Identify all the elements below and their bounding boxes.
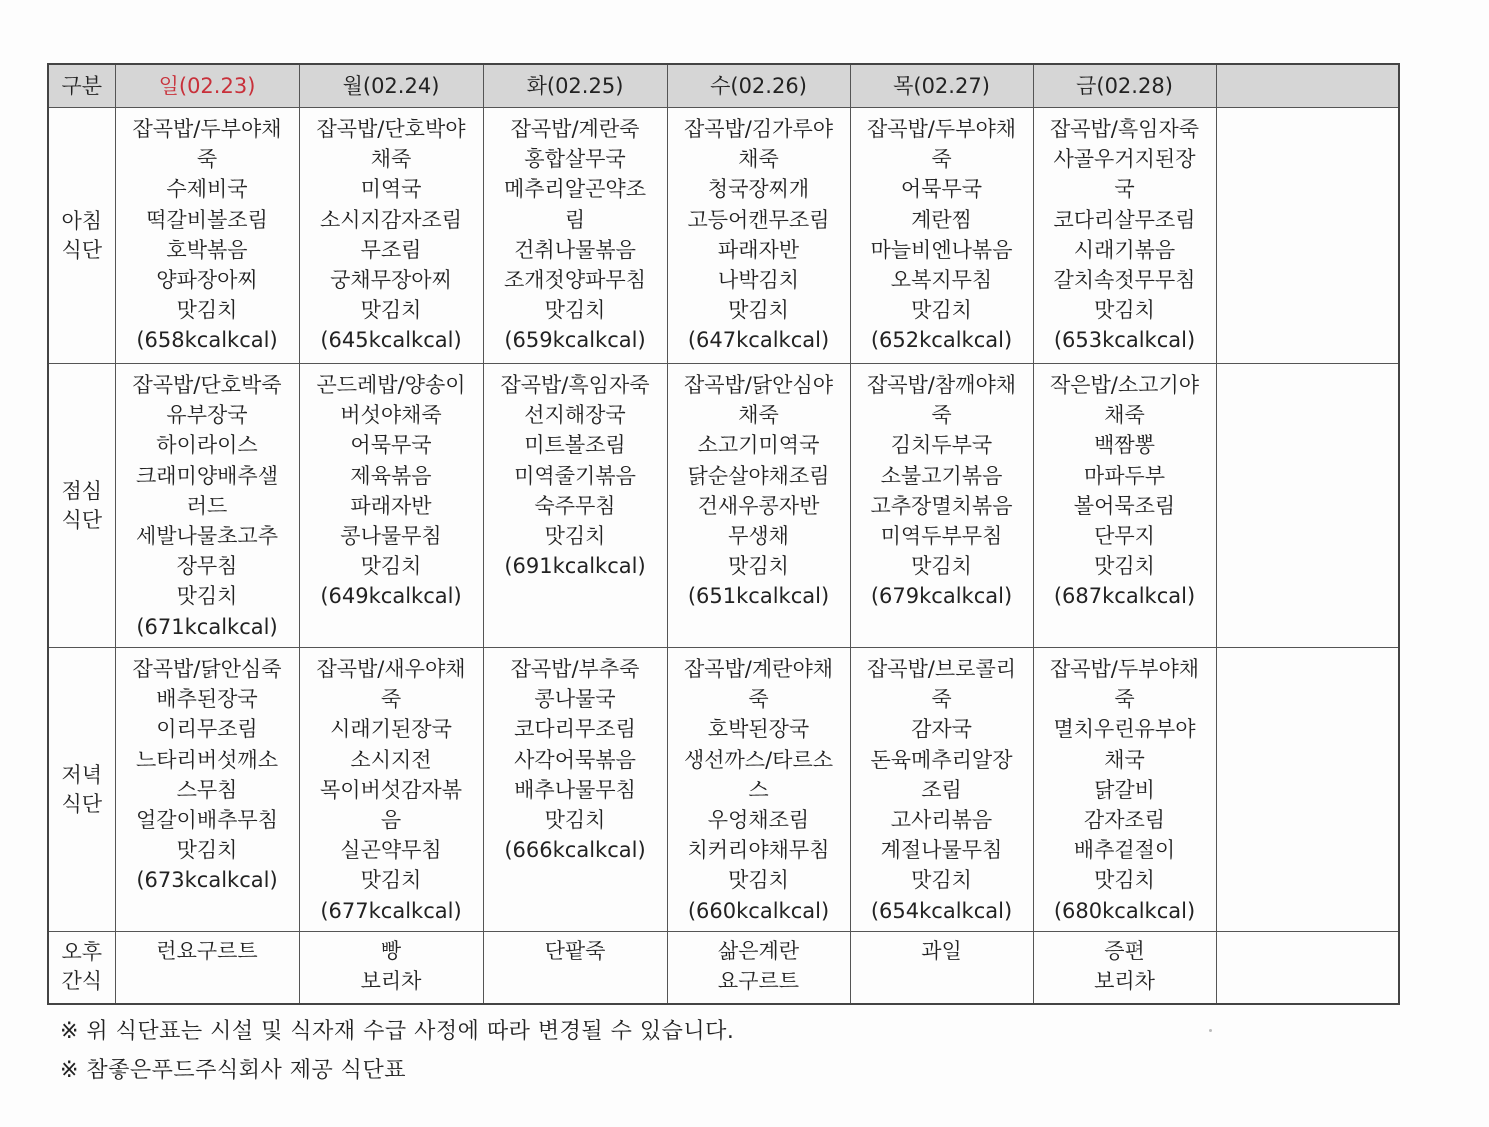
menu-item: 오복지무침 xyxy=(890,268,993,293)
menu-item: 사각어묵볶음 xyxy=(514,747,636,772)
menu-item: 고추장멸치볶음 xyxy=(870,493,1013,518)
day-header-tue: 화(02.25) xyxy=(483,64,667,108)
menu-item: 김치두부국 xyxy=(890,433,993,458)
menu-item: 국 xyxy=(1114,177,1135,202)
menu-item: 닭순살야채조림 xyxy=(687,463,830,488)
menu-item: 죽 xyxy=(931,403,952,428)
menu-item: 맛김치 xyxy=(1094,298,1155,323)
menu-item: 채죽 xyxy=(738,147,779,172)
menu-item-list xyxy=(300,364,483,612)
menu-item: (654kcalkcal) xyxy=(870,898,1013,923)
menu-item: 맛김치 xyxy=(1094,868,1155,893)
menu-item: 콩나물무침 xyxy=(340,524,442,549)
menu-cell-snack-fri xyxy=(1033,932,1216,1004)
menu-cell-snack-blank xyxy=(1216,932,1399,1004)
menu-item: 청국장찌개 xyxy=(707,177,810,202)
menu-item: 러드 xyxy=(186,493,228,518)
menu-item: (659kcalkcal) xyxy=(504,328,646,353)
menu-item: 잡곡밥/닭안심죽 xyxy=(132,657,282,681)
menu-item-list xyxy=(300,108,483,356)
menu-item: 잡곡밥/새우야채 xyxy=(316,657,466,681)
menu-cell-dinner-blank xyxy=(1216,648,1399,932)
menu-item: 죽 xyxy=(748,687,769,712)
menu-item: 건취나물볶음 xyxy=(514,237,636,262)
menu-item: 마파두부 xyxy=(1083,463,1166,488)
menu-item: 배추나물무침 xyxy=(514,777,636,802)
menu-item: 장무침 xyxy=(176,554,238,579)
menu-item-list xyxy=(1217,932,1399,936)
menu-item: 맛김치 xyxy=(728,298,789,323)
menu-item: 잡곡밥/참깨야채 xyxy=(866,373,1017,397)
menu-item: 얼갈이배추무침 xyxy=(135,808,278,833)
menu-item: 양파장아찌 xyxy=(156,268,258,293)
menu-item: (677kcalkcal) xyxy=(320,898,462,923)
menu-item: 요구르트 xyxy=(717,969,800,994)
menu-item: 콩나물국 xyxy=(534,687,616,712)
menu-item: 잡곡밥/부추죽 xyxy=(510,657,640,681)
menu-item: 어묵무국 xyxy=(900,177,983,202)
menu-item: 잡곡밥/두부야채 xyxy=(1049,657,1200,681)
menu-item: 호박된장국 xyxy=(707,717,810,742)
menu-item: (680kcalkcal) xyxy=(1053,898,1196,923)
menu-item-list xyxy=(1034,364,1216,612)
menu-item: 과일 xyxy=(921,939,962,963)
menu-item: 맛김치 xyxy=(176,584,238,609)
menu-item: 계란찜 xyxy=(911,207,972,232)
menu-item-list xyxy=(116,932,299,966)
menu-item: 죽 xyxy=(1114,687,1135,712)
row-label-line: 저녁 xyxy=(61,762,103,787)
menu-item: 볼어묵조림 xyxy=(1073,493,1176,518)
menu-item: 곤드레밥/양송이 xyxy=(316,373,466,397)
day-header-blank xyxy=(1216,64,1399,108)
day-header-sun: 일(02.23) xyxy=(115,64,299,108)
day-header-fri: 금(02.28) xyxy=(1033,64,1216,108)
row-snack xyxy=(48,932,1399,1004)
menu-item-list xyxy=(116,648,299,896)
footnotes xyxy=(60,1014,734,1092)
menu-item: 크래미양배추샐 xyxy=(135,463,278,488)
menu-item: 고사리볶음 xyxy=(890,808,993,833)
menu-item: 홍합살무국 xyxy=(524,147,626,172)
menu-item: 맛김치 xyxy=(176,298,238,323)
menu-item-list xyxy=(851,364,1033,612)
menu-cell-snack-mon xyxy=(299,932,483,1004)
menu-cell-snack-sun xyxy=(115,932,299,1004)
menu-item: 죽 xyxy=(380,687,402,712)
menu-item: (671kcalkcal) xyxy=(136,614,278,639)
menu-item: 맛김치 xyxy=(544,298,606,323)
menu-item: (651kcalkcal) xyxy=(687,584,830,609)
menu-item: 계절나물무침 xyxy=(880,838,1003,863)
menu-item: 스무침 xyxy=(176,777,238,802)
menu-item: 시래기된장국 xyxy=(330,717,452,742)
menu-item: 배추된장국 xyxy=(156,687,258,712)
menu-cell-breakfast-fri xyxy=(1033,108,1216,364)
menu-item: 채죽 xyxy=(1104,403,1145,428)
menu-item: 조개젓양파무침 xyxy=(503,268,646,293)
menu-item: (673kcalkcal) xyxy=(136,868,278,893)
menu-item: 잡곡밥/두부야채 xyxy=(866,117,1017,141)
menu-item: 우엉채조림 xyxy=(707,808,810,833)
menu-item: 미트볼조림 xyxy=(524,433,626,458)
menu-item-list xyxy=(1034,648,1216,926)
row-dinner xyxy=(48,648,1399,932)
menu-item-list xyxy=(116,108,299,356)
row-breakfast xyxy=(48,108,1399,364)
menu-item: 유부장국 xyxy=(166,403,248,428)
menu-item-list xyxy=(1034,108,1216,356)
menu-item: 작은밥/소고기야 xyxy=(1049,373,1200,397)
menu-item: 조림 xyxy=(921,777,962,802)
menu-item-list xyxy=(300,932,483,996)
menu-item: 스 xyxy=(748,777,769,802)
menu-cell-lunch-wed xyxy=(667,364,850,648)
footnote-provider: ※ 참좋은푸드주식회사 제공 식단표 xyxy=(60,1058,406,1083)
menu-item: 파래자반 xyxy=(350,493,432,518)
menu-item: 잡곡밥/흑임자죽 xyxy=(500,373,650,397)
menu-cell-lunch-mon xyxy=(299,364,483,648)
menu-cell-breakfast-tue xyxy=(483,108,667,364)
menu-cell-lunch-fri xyxy=(1033,364,1216,648)
menu-cell-lunch-tue xyxy=(483,364,667,648)
meal-rows xyxy=(48,108,1399,1004)
menu-item: 선지해장국 xyxy=(524,403,626,428)
menu-cell-dinner-mon xyxy=(299,648,483,932)
menu-item: 목이버섯감자볶 xyxy=(319,777,462,802)
menu-item: 배추겉절이 xyxy=(1073,838,1176,863)
menu-item: 미역두부무침 xyxy=(880,524,1003,549)
row-label-line: 오후 xyxy=(61,940,103,965)
menu-cell-breakfast-sun xyxy=(115,108,299,364)
meal-plan-table xyxy=(47,63,1400,1005)
menu-item-list xyxy=(484,364,667,581)
menu-item: 나박김치 xyxy=(717,268,800,293)
menu-item: (649kcalkcal) xyxy=(320,584,462,609)
row-label-line: 식단 xyxy=(61,237,103,262)
menu-item: 고등어캔무조림 xyxy=(687,207,830,232)
menu-cell-snack-thu xyxy=(850,932,1033,1004)
footnote-change-notice: ※ 위 식단표는 시설 및 식자재 수급 사정에 따라 변경될 수 있습니다. xyxy=(60,1019,735,1044)
row-label-line: 점심 xyxy=(61,478,103,503)
menu-item: 잡곡밥/단호박야 xyxy=(316,117,466,141)
menu-item-list xyxy=(851,648,1033,926)
menu-item: 맛김치 xyxy=(728,554,789,579)
menu-item: 잡곡밥/닭안심야 xyxy=(683,373,834,397)
menu-item: 단무지 xyxy=(1094,524,1155,549)
menu-item: 보리차 xyxy=(360,969,422,994)
menu-item: 백짬뽕 xyxy=(1094,433,1155,458)
menu-item: 맛김치 xyxy=(911,554,972,579)
menu-item: 실곤약무침 xyxy=(340,838,442,863)
menu-item: 숙주무침 xyxy=(534,493,616,518)
menu-item: (658kcalkcal) xyxy=(136,328,278,353)
menu-item: 궁채무장아찌 xyxy=(330,268,452,293)
menu-item: 코다리살무조림 xyxy=(1053,207,1196,232)
menu-cell-snack-wed xyxy=(667,932,850,1004)
menu-item: 맛김치 xyxy=(544,524,606,549)
menu-item: 증편 xyxy=(1104,939,1145,963)
menu-item: 잡곡밥/김가루야 xyxy=(683,117,834,141)
menu-item-list xyxy=(1217,364,1399,370)
menu-item: 맛김치 xyxy=(360,298,422,323)
menu-item: 잡곡밥/단호박죽 xyxy=(132,373,282,397)
menu-item: 호박볶음 xyxy=(166,237,248,262)
menu-item: 소고기미역국 xyxy=(697,433,820,458)
day-header-wed: 수(02.26) xyxy=(667,64,850,108)
menu-cell-breakfast-blank xyxy=(1216,108,1399,364)
menu-item: 소시지감자조림 xyxy=(319,207,462,232)
row-lunch xyxy=(48,364,1399,648)
menu-item: 채죽 xyxy=(738,403,779,428)
menu-item: 맛김치 xyxy=(360,554,422,579)
menu-item: 건새우콩자반 xyxy=(697,493,820,518)
menu-item: 삶은계란 xyxy=(717,939,800,963)
menu-item: 맛김치 xyxy=(544,808,606,833)
corner-label: 구분 xyxy=(48,64,115,108)
menu-item-list xyxy=(484,932,667,966)
row-label-line: 식단 xyxy=(61,507,103,532)
menu-cell-dinner-fri xyxy=(1033,648,1216,932)
menu-item: 마늘비엔나볶음 xyxy=(870,237,1013,262)
menu-cell-dinner-thu xyxy=(850,648,1033,932)
menu-item: 맛김치 xyxy=(176,838,238,863)
menu-item-list xyxy=(1217,648,1399,654)
menu-item: 맛김치 xyxy=(911,298,972,323)
menu-item: 수제비국 xyxy=(166,177,248,202)
menu-item: 하이라이스 xyxy=(156,433,258,458)
menu-cell-dinner-sun xyxy=(115,648,299,932)
menu-item: 미역국 xyxy=(360,177,422,202)
day-header-mon: 월(02.24) xyxy=(299,64,483,108)
menu-item: 생선까스/타르소 xyxy=(683,747,834,772)
menu-item: 죽 xyxy=(931,147,952,172)
menu-item: 치커리야채무침 xyxy=(687,838,830,863)
menu-item: 단팥죽 xyxy=(544,939,606,963)
menu-item: 소불고기볶음 xyxy=(880,463,1003,488)
menu-item: (660kcalkcal) xyxy=(687,898,830,923)
menu-item-list xyxy=(851,932,1033,966)
menu-item: 맛김치 xyxy=(1094,554,1155,579)
menu-item: 제육볶음 xyxy=(350,463,432,488)
menu-item-list xyxy=(300,648,483,926)
menu-cell-breakfast-thu xyxy=(850,108,1033,364)
scan-speck xyxy=(1209,1029,1212,1032)
menu-item: 잡곡밥/흑임자죽 xyxy=(1049,117,1200,141)
row-label-line: 아침 xyxy=(61,208,103,233)
day-header-thu: 목(02.27) xyxy=(850,64,1033,108)
menu-item: 채죽 xyxy=(370,147,412,172)
menu-item: 파래자반 xyxy=(717,237,800,262)
menu-item: 소시지전 xyxy=(350,747,432,772)
menu-item: 림 xyxy=(564,207,586,232)
menu-item: 돈육메추리알장 xyxy=(870,747,1013,772)
menu-item-list xyxy=(484,108,667,356)
menu-item: 갈치속젓무무침 xyxy=(1053,268,1196,293)
menu-item: 맛김치 xyxy=(728,868,789,893)
menu-item: (647kcalkcal) xyxy=(687,328,830,353)
menu-item: 잡곡밥/두부야채 xyxy=(132,117,282,141)
row-label-snack xyxy=(48,932,115,1004)
menu-item: 감자조림 xyxy=(1083,808,1166,833)
menu-item: 잡곡밥/브로콜리 xyxy=(866,657,1017,681)
menu-item: (645kcalkcal) xyxy=(320,328,462,353)
menu-item: 세발나물초고추 xyxy=(135,524,278,549)
menu-item: 메추리알곤약조 xyxy=(503,177,646,202)
menu-cell-breakfast-wed xyxy=(667,108,850,364)
menu-item: 떡갈비볼조림 xyxy=(146,207,268,232)
menu-cell-dinner-tue xyxy=(483,648,667,932)
menu-cell-lunch-sun xyxy=(115,364,299,648)
menu-item: 시래기볶음 xyxy=(1073,237,1176,262)
menu-item-list xyxy=(1034,932,1216,996)
menu-item: (652kcalkcal) xyxy=(870,328,1013,353)
row-label-lunch xyxy=(48,364,115,648)
row-label-line: 간식 xyxy=(61,969,103,994)
menu-item: 무생채 xyxy=(728,524,789,549)
menu-item-list xyxy=(1217,108,1399,114)
menu-item: 잡곡밥/계란야채 xyxy=(683,657,834,681)
menu-item: 버섯야채죽 xyxy=(340,403,442,428)
menu-item: 보리차 xyxy=(1094,969,1155,994)
menu-cell-lunch-thu xyxy=(850,364,1033,648)
row-label-line: 식단 xyxy=(61,791,103,816)
menu-item-list xyxy=(668,364,850,612)
menu-item: (679kcalkcal) xyxy=(870,584,1013,609)
menu-item-list xyxy=(668,648,850,926)
menu-item: 채국 xyxy=(1104,747,1145,772)
menu-item: 런요구르트 xyxy=(156,939,258,963)
menu-cell-snack-tue xyxy=(483,932,667,1004)
menu-item: 사골우거지된장 xyxy=(1053,147,1196,172)
menu-item: 멸치우린유부야 xyxy=(1053,717,1196,742)
row-label-breakfast xyxy=(48,108,115,364)
menu-cell-lunch-blank xyxy=(1216,364,1399,648)
menu-item: (687kcalkcal) xyxy=(1053,584,1196,609)
menu-item: 무조림 xyxy=(360,237,422,262)
menu-cell-dinner-wed xyxy=(667,648,850,932)
menu-item-list xyxy=(668,108,850,356)
menu-item: 음 xyxy=(380,808,402,833)
menu-cell-breakfast-mon xyxy=(299,108,483,364)
menu-item: 어묵무국 xyxy=(350,433,432,458)
menu-item: (653kcalkcal) xyxy=(1053,328,1196,353)
menu-item-list xyxy=(668,932,850,996)
menu-item-list xyxy=(484,648,667,865)
menu-item: (691kcalkcal) xyxy=(504,554,646,579)
menu-item-list xyxy=(851,108,1033,356)
menu-item-list xyxy=(116,364,299,642)
row-label-dinner xyxy=(48,648,115,932)
menu-item: 잡곡밥/계란죽 xyxy=(510,117,640,141)
menu-item: 미역줄기볶음 xyxy=(514,463,636,488)
menu-item: 감자국 xyxy=(911,717,972,742)
menu-item: 빵 xyxy=(380,939,402,963)
menu-item: 죽 xyxy=(196,147,218,172)
menu-item: 느타리버섯깨소 xyxy=(135,747,278,772)
menu-item: 맛김치 xyxy=(911,868,972,893)
menu-item: 죽 xyxy=(931,687,952,712)
menu-item: (666kcalkcal) xyxy=(504,838,646,863)
header-row xyxy=(48,64,1399,108)
menu-item: 맛김치 xyxy=(360,868,422,893)
menu-item: 이리무조림 xyxy=(156,717,258,742)
menu-item: 코다리무조림 xyxy=(514,717,636,742)
menu-item: 닭갈비 xyxy=(1094,777,1155,802)
